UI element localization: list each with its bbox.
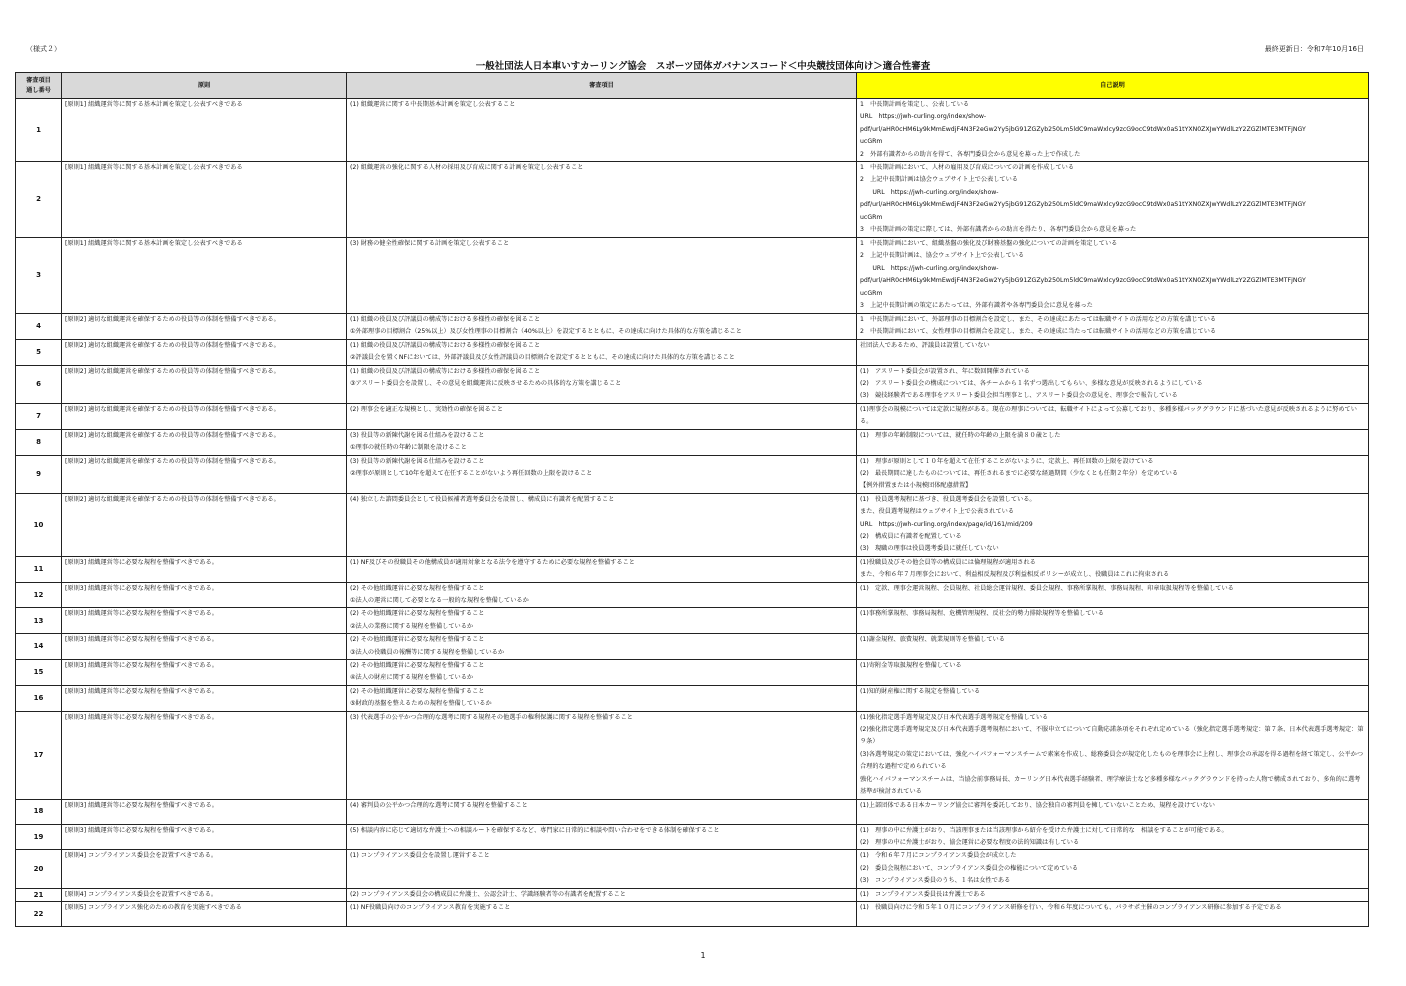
self-explanation-cell-line: 【例外措置または小規模団体配慮措置】 — [860, 482, 972, 490]
principle-cell — [62, 429, 347, 455]
self-explanation-cell-line: 1 中長期計画において、人材の雇用及び育成についての計画を作成している — [860, 164, 1075, 172]
item-cell-line: (4) 独立した諮問委員会として役員候補者選考委員会を設置し、構成員に有識者を配置すること — [350, 495, 615, 503]
item-cell — [347, 634, 857, 660]
row-number: 5 — [16, 339, 62, 365]
item-cell — [347, 403, 857, 429]
self-explanation-cell-line: URL https://jwh-curling.org/index/page/id/161/mid/209 — [860, 520, 1033, 528]
principle-cell-line: [原則2] 適切な組織運営を確保するための役員等の体制を整備すべきである。 — [65, 495, 280, 503]
principle-cell — [62, 660, 347, 686]
principle-cell — [62, 711, 347, 799]
item-cell-line: (1) NF役職員向けのコンプライアンス教育を実施すること — [350, 904, 511, 912]
self-explanation-cell — [857, 162, 1369, 238]
self-explanation-cell-line: (1) 役職員向けに令和５年１０月にコンプライアンス研修を行い、令和６年度についても、パラサポ主催のコンプライアンス研修に参加する予定である — [860, 904, 1282, 912]
self-explanation-cell-line: ucGRm — [860, 213, 883, 221]
item-cell-line: ③アスリート委員会を設置し、その意見を組織運営に反映させるための具体的な方策を講じること — [350, 380, 622, 388]
principle-cell — [62, 365, 347, 403]
table-row — [16, 902, 1369, 927]
principle-cell — [62, 455, 347, 493]
review-table — [15, 72, 1369, 927]
principle-cell — [62, 238, 347, 314]
item-cell-line: (1) 組織の役員及び評議員の構成等における多様性の確保を図ること — [350, 367, 541, 375]
self-explanation-cell-line: (2) 委員会規程において、コンプライアンス委員会の権能について定めている — [860, 864, 1079, 872]
table-row — [16, 99, 1369, 162]
item-cell — [347, 685, 857, 711]
principle-cell — [62, 99, 347, 162]
self-explanation-cell — [857, 493, 1369, 556]
item-cell-line: (1) 組織の役員及び評議員の構成等における多様性の確保を図ること — [350, 341, 541, 349]
principle-cell-line: [原則1] 組織運営等に関する基本計画を策定し公表すべきである — [65, 101, 243, 108]
table-row — [16, 888, 1369, 901]
item-cell-line: ③法人の役職員の報酬等に関する規程を整備しているか — [350, 648, 505, 656]
row-number: 13 — [16, 608, 62, 634]
self-explanation-cell-line: (1) 理事が原則として１０年を超えて在任することがないように、定款上、再任回数の上限を設けている — [860, 457, 1154, 465]
self-explanation-cell — [857, 824, 1369, 850]
self-explanation-cell-line: (1)理事会の規模については定款に規程がある。現在の理事については、転職サイトによって公募しており、多種多様バックグラウンドに基づいた意見が反映されるように努めている。 — [860, 405, 1357, 426]
table-row — [16, 238, 1369, 314]
row-number: 9 — [16, 455, 62, 493]
document-title: 一般社団法人日本車いすカーリング協会 スポーツ団体ガバナンスコード＜中央競技団体向け＞適合性審査 — [475, 61, 931, 72]
principle-cell-line: [原則3] 組織運営等に必要な規程を整備すべきである。 — [65, 826, 218, 834]
row-number: 19 — [16, 824, 62, 850]
self-explanation-cell — [857, 660, 1369, 686]
self-explanation-cell-line: (1) 理事の年齢制限については、就任時の年齢の上限を満８０歳とした — [860, 431, 1061, 439]
principle-cell — [62, 634, 347, 660]
self-explanation-cell — [857, 902, 1369, 927]
row-number: 16 — [16, 685, 62, 711]
column-header-self-explanation: 自己説明 — [857, 73, 1369, 99]
self-explanation-cell-line: 3 中長期計画の策定に際しては、外部有識者からの助言を得たり、各専門委員会から意見を募った — [860, 226, 1137, 234]
row-number: 4 — [16, 314, 62, 340]
principle-cell — [62, 824, 347, 850]
item-cell-line: (2) 組織運営の強化に関する人材の採用及び育成に関する計画を策定し公表すること — [350, 164, 584, 172]
principle-cell-line: [原則4] コンプライアンス委員会を設置すべきである。 — [65, 852, 218, 860]
item-cell-line: (3) 役員等の新陳代謝を図る仕組みを設けること — [350, 431, 485, 439]
principle-cell-line: [原則1] 組織運営等に関する基本計画を策定し公表すべきである — [65, 164, 243, 172]
self-explanation-cell-line: URL https://jwh-curling.org/index/show- — [860, 113, 987, 121]
table-row — [16, 493, 1369, 556]
last-updated-date: 最終更新日：令和7年10月16日 — [1264, 45, 1364, 53]
item-cell-line: (2) その他組織運営に必要な規程を整備すること — [350, 662, 485, 669]
item-cell — [347, 493, 857, 556]
item-cell — [347, 850, 857, 888]
item-cell-line: ②法人の業務に関する規程を整備しているか — [350, 622, 474, 630]
self-explanation-cell-line: 1 中長期計画において、外部理事の目標割合を設定し、また、その達成にあたっては転職サイトの活用などの方策を講じている — [860, 316, 1217, 324]
self-explanation-cell-line: (1)謝金規程、旅費規程、就業規則等を整備している — [860, 636, 1005, 644]
table-row — [16, 582, 1369, 608]
principle-cell — [62, 314, 347, 340]
self-explanation-cell — [857, 556, 1369, 582]
item-cell-line: ⑤財政的基盤を整えるための規程を整備しているか — [350, 700, 492, 708]
self-explanation-cell-line: (1)役職員及びその他会員等の構成員には倫理規程が適用される — [860, 558, 1036, 566]
principle-cell — [62, 799, 347, 824]
row-number: 3 — [16, 238, 62, 314]
row-number: 17 — [16, 711, 62, 799]
row-number: 22 — [16, 902, 62, 927]
item-cell — [347, 429, 857, 455]
principle-cell — [62, 339, 347, 365]
self-explanation-cell — [857, 888, 1369, 901]
principle-cell — [62, 850, 347, 888]
self-explanation-cell-line: (2) 最長期間に達したものについては、再任されるまでに必要な経過期間（少なくとも任期２年分）を定めている — [860, 469, 1179, 477]
item-cell-line: (2) その他組織運営に必要な規程を整備すること — [350, 687, 485, 695]
self-explanation-cell — [857, 365, 1369, 403]
self-explanation-cell — [857, 455, 1369, 493]
principle-cell-line: [原則3] 組織運営等に必要な規程を整備すべきである。 — [65, 610, 218, 618]
principle-cell-line: [原則3] 組織運営等に必要な規程を整備すべきである。 — [65, 584, 218, 592]
self-explanation-cell-line: URL https://jwh-curling.org/index/show- — [860, 264, 999, 272]
self-explanation-cell-line: また、令和６年７月理事会において、利益相反規程及び利益相反ポリシーが成立し、役職員はこれに拘束される — [860, 571, 1170, 579]
table-row — [16, 455, 1369, 493]
self-explanation-cell-line: ucGRm — [860, 289, 883, 297]
table-row — [16, 365, 1369, 403]
item-cell — [347, 711, 857, 799]
column-header-item: 審査項目 — [347, 73, 857, 99]
self-explanation-cell-line: (3) 競技経験者である理事をアスリート委員会担当理事とし、アスリート委員会の意見を、理事会で報告している — [860, 392, 1178, 400]
self-explanation-cell-line: (3) コンプライアンス委員のうち、１名は女性である — [860, 877, 1011, 885]
self-explanation-cell-line: (1) 定款、理事会運営規程、会員規程、社員総会運営規程、委員会規程、事務所掌規程、事務局規程、印章取扱規程等を整備している — [860, 584, 1234, 592]
self-explanation-cell-line: (1)事務所掌規程、事務局規程、危機管理規程、反社会的勢力排除規程等を整備している — [860, 610, 1104, 618]
item-cell — [347, 902, 857, 927]
item-cell — [347, 888, 857, 901]
table-row — [16, 339, 1369, 365]
principle-cell-line: [原則2] 適切な組織運営を確保するための役員等の体制を整備すべきである。 — [65, 431, 280, 439]
principle-cell — [62, 888, 347, 901]
principle-cell-line: [原則1] 組織運営等に関する基本計画を策定し公表すべきである — [65, 240, 243, 248]
item-cell — [347, 99, 857, 162]
self-explanation-cell-line: 2 中長期計画において、女性理事の目標割合を設定し、また、その達成に当たっては転職サイトの活用などの方策を講じている — [860, 328, 1217, 336]
self-explanation-cell — [857, 582, 1369, 608]
self-explanation-cell — [857, 403, 1369, 429]
self-explanation-cell-line: (1) 令和６年７月にコンプライアンス委員会が成立した — [860, 852, 1017, 860]
table-row — [16, 711, 1369, 799]
table-row — [16, 660, 1369, 686]
principle-cell-line: [原則4] コンプライアンス委員会を設置すべきである。 — [65, 890, 218, 898]
item-cell — [347, 339, 857, 365]
item-cell — [347, 556, 857, 582]
table-header-row — [16, 73, 1369, 99]
self-explanation-cell-line: また、役員選考規程はウェブサイト上で公表されている — [860, 508, 1015, 516]
self-explanation-cell-line: (1)強化指定選手選考規定及び日本代表選手選考規定を整備している — [860, 713, 1049, 721]
principle-cell-line: [原則2] 適切な組織運営を確保するための役員等の体制を整備すべきである。 — [65, 405, 280, 413]
principle-cell-line: [原則5] コンプライアンス強化のための教育を実施すべきである — [65, 904, 242, 912]
self-explanation-cell-line: 1 中長期計画において、組織基盤の強化及び財務基盤の強化についての計画を策定している — [860, 240, 1118, 248]
self-explanation-cell — [857, 850, 1369, 888]
item-cell-line: ①理事の就任時の年齢に制限を設けること — [350, 444, 467, 452]
self-explanation-cell-line: (1) アスリート委員会が設置され、年に数回開催されている — [860, 367, 1030, 375]
self-explanation-cell — [857, 99, 1369, 162]
column-header-principle: 原則 — [62, 73, 347, 99]
self-explanation-cell-line: (3)各選考規定の策定においては、強化ハイパフォーマンスチームで素案を作成し、総務委員会が規定化したものを理事会に上程し、理事会の承認を得る過程を経て策定し、公平かつ合理的な過程で定められている — [860, 750, 1364, 771]
self-explanation-cell-line: (1) 役員選考規程に基づき、役員選考委員会を設置している。 — [860, 495, 1036, 503]
item-cell-line: (4) 審判員の公平かつ合理的な選考に関する規程を整備すること — [350, 801, 528, 809]
item-cell-line: ①法人の運営に関して必要となる一般的な規程を整備しているか — [350, 596, 529, 604]
row-number: 15 — [16, 660, 62, 686]
principle-cell-line: [原則2] 適切な組織運営を確保するための役員等の体制を整備すべきである。 — [65, 341, 280, 349]
self-explanation-cell-line: URL https://jwh-curling.org/index/show- — [860, 188, 999, 196]
self-explanation-cell-line: (2) 理事の中に弁護士がおり、協会運営に必要な程度の法的知識は有している — [860, 839, 1080, 847]
principle-cell — [62, 902, 347, 927]
item-cell — [347, 162, 857, 238]
principle-cell — [62, 556, 347, 582]
self-explanation-cell — [857, 634, 1369, 660]
principle-cell — [62, 685, 347, 711]
principle-cell — [62, 608, 347, 634]
principle-cell — [62, 582, 347, 608]
item-cell — [347, 314, 857, 340]
self-explanation-cell-line: 2 上記中長期計画は協会ウェブサイト上で公表している — [860, 176, 1018, 184]
item-cell-line: (2) その他組織運営に必要な規程を整備すること — [350, 636, 485, 644]
self-explanation-cell — [857, 314, 1369, 340]
self-explanation-cell-line: (2) 構成員に有識者を配置している — [860, 532, 962, 540]
item-cell-line: (1) コンプライアンス委員会を設置し運営すること — [350, 852, 490, 860]
column-header-number: 審査項目 通し番号 — [16, 73, 62, 99]
table-row — [16, 608, 1369, 634]
row-number: 2 — [16, 162, 62, 238]
row-number: 18 — [16, 799, 62, 824]
item-cell — [347, 365, 857, 403]
row-number: 20 — [16, 850, 62, 888]
item-cell-line: (2) その他組織運営に必要な規程を整備すること — [350, 610, 485, 618]
item-cell-line: (5) 相談内容に応じて適切な弁護士への相談ルートを確保するなど、専門家に日常的に相談や問い合わせをできる体制を確保すること — [350, 826, 720, 834]
row-number: 10 — [16, 493, 62, 556]
item-cell — [347, 824, 857, 850]
self-explanation-cell — [857, 429, 1369, 455]
self-explanation-cell-line: 強化ハイパフォーマンスチームは、当協会前事務局長、カーリング日本代表選手経験者、理学療法士など多種多様なバックグラウンドを持った人物で構成されており、多角的に選考基準が検討されている — [860, 775, 1361, 796]
principle-cell — [62, 162, 347, 238]
self-explanation-cell-line: 社団法人であるため、評議員は設置していない — [860, 341, 990, 349]
table-row — [16, 314, 1369, 340]
item-cell-line: ④法人の財産に関する規程を整備しているか — [350, 674, 474, 682]
principle-cell-line: [原則3] 組織運営等に必要な規程を整備すべきである。 — [65, 801, 218, 809]
self-explanation-cell-line: 3 上記中長期計画の策定にあたっては、外部有識者や各専門委員会に意見を募った — [860, 302, 1093, 310]
table-row — [16, 403, 1369, 429]
self-explanation-cell-line: ucGRm — [860, 138, 883, 146]
item-cell — [347, 455, 857, 493]
item-cell-line: (3) 役員等の新陳代謝を図る仕組みを設けること — [350, 457, 485, 465]
item-cell — [347, 799, 857, 824]
self-explanation-cell-line: (1) 理事の中に弁護士がおり、当該理事または当該理事から紹介を受けた弁護士に対して日常的な 相談をすることが可能である。 — [860, 826, 1228, 834]
self-explanation-cell — [857, 238, 1369, 314]
item-cell-line: (3) 代表選手の公平かつ合理的な選考に関する規程その他選手の権利保護に関する規程を整備すること — [350, 713, 633, 721]
item-cell-line: (2) その他組織運営に必要な規程を整備すること — [350, 584, 485, 592]
principle-cell-line: [原則3] 組織運営等に必要な規程を整備すべきである。 — [65, 713, 218, 721]
item-cell-line: ②理事が原則として10年を超えて在任することがないよう再任回数の上限を設けること — [350, 469, 593, 477]
principle-cell-line: [原則3] 組織運営等に必要な規程を整備すべきである。 — [65, 558, 218, 566]
self-explanation-cell-line: 2 上記中長期計画は、協会ウェブサイト上で公表している — [860, 252, 1025, 260]
row-number: 11 — [16, 556, 62, 582]
row-number: 21 — [16, 888, 62, 901]
item-cell — [347, 238, 857, 314]
self-explanation-cell — [857, 339, 1369, 365]
self-explanation-cell-line: pdf/url/aHR0cHM6Ly9kMmEwdjF4N3F2eGw2Yy5jbG91ZGZyb250Lm5ldC9maWxlcy9zcG9ocC9tdWx0aS1tYXN0ZXJwYWdlLzY2ZGZlMTE3MTFjNGY — [860, 125, 1306, 133]
self-explanation-cell-line: (1)上部団体である日本カーリング協会に審判を委託しており、協会独自の審判員を擁していないことため、規程を設けていない — [860, 801, 1215, 809]
item-cell-line: (3) 財務の健全性確保に関する計画を策定し公表すること — [350, 240, 510, 248]
principle-cell-line: [原則3] 組織運営等に必要な規程を整備すべきである。 — [65, 636, 218, 644]
row-number: 7 — [16, 403, 62, 429]
self-explanation-cell — [857, 711, 1369, 799]
item-cell — [347, 582, 857, 608]
table-row — [16, 162, 1369, 238]
table-row — [16, 799, 1369, 824]
row-number: 14 — [16, 634, 62, 660]
principle-cell — [62, 403, 347, 429]
row-number: 12 — [16, 582, 62, 608]
self-explanation-cell-line: 2 外部有識者からの助言を得て、各専門委員会から意見を募った上で作成した — [860, 150, 1081, 158]
self-explanation-cell-line: (2) アスリート委員会の構成については、各チームから１名ずつ選出してもらい、多様な意見が反映されるようにしている — [860, 380, 1203, 388]
principle-cell — [62, 493, 347, 556]
item-cell-line: (2) 理事会を適正な規模とし、実効性の確保を図ること — [350, 405, 504, 413]
self-explanation-cell — [857, 608, 1369, 634]
self-explanation-cell-line: pdf/url/aHR0cHM6Ly9kMmEwdjF4N3F2eGw2Yy5jbG91ZGZyb250Lm5ldC9maWxlcy9zcG9ocC9tdWx0aS1tYXN0ZXJwYWdlLzY2ZGZlMTE3MTFjNGY — [860, 277, 1306, 285]
self-explanation-cell-line: pdf/url/aHR0cHM6Ly9kMmEwdjF4N3F2eGw2Yy5jbG91ZGZyb250Lm5ldC9maWxlcy9zcG9ocC9tdWx0aS1tYXN0ZXJwYWdlLzY2ZGZlMTE3MTFjNGY — [860, 201, 1306, 209]
page-number: 1 — [700, 951, 706, 960]
self-explanation-cell — [857, 799, 1369, 824]
row-number: 6 — [16, 365, 62, 403]
principle-cell-line: [原則2] 適切な組織運営を確保するための役員等の体制を整備すべきである。 — [65, 316, 280, 324]
item-cell-line: ①外部理事の目標割合（25%以上）及び女性理事の目標割合（40%以上）を設定するとともに、その達成に向けた具体的な方策を講じること — [350, 328, 742, 336]
row-number: 8 — [16, 429, 62, 455]
principle-cell-line: [原則3] 組織運営等に必要な規程を整備すべきである。 — [65, 687, 218, 695]
self-explanation-cell-line: 1 中長期計画を策定し、公表している — [860, 101, 970, 108]
self-explanation-cell-line: (2)強化指定選手選考規定及び日本代表選手選考規程において、不服申立てについて自動応諾条項をそれぞれ定めている（強化指定選手選考規定：第７条、日本代表選手選考規定：第９条） — [860, 726, 1364, 746]
item-cell-line: (1) 組織の役員及び評議員の構成等における多様性の確保を図ること — [350, 316, 541, 324]
self-explanation-cell-line: (1)知的財産権に関する規定を整備している — [860, 687, 981, 695]
table-row — [16, 824, 1369, 850]
table-row — [16, 556, 1369, 582]
table-row — [16, 850, 1369, 888]
item-cell — [347, 660, 857, 686]
principle-cell-line: [原則2] 適切な組織運営を確保するための役員等の体制を整備すべきである。 — [65, 367, 280, 375]
form-number: （様式２） — [26, 45, 61, 53]
table-row — [16, 685, 1369, 711]
item-cell-line: (1) 組織運営に関する中長期基本計画を策定し公表すること — [350, 101, 516, 108]
principle-cell-line: [原則3] 組織運営等に必要な規程を整備すべきである。 — [65, 662, 218, 669]
item-cell — [347, 608, 857, 634]
principle-cell-line: [原則2] 適切な組織運営を確保するための役員等の体制を整備すべきである。 — [65, 457, 280, 465]
item-cell-line: ②評議員会を置くNFにおいては、外部評議員及び女性評議員の目標割合を設定するとともに、その達成に向けた具体的な方策を講じること — [350, 354, 735, 362]
table-row — [16, 634, 1369, 660]
self-explanation-cell-line: (3) 現職の理事は役員選考委員に就任していない — [860, 545, 999, 553]
table-row — [16, 429, 1369, 455]
row-number: 1 — [16, 99, 62, 162]
item-cell-line: (1) NF及びその役職員その他構成員が適用対象となる法令を遵守するために必要な規程を整備すること — [350, 558, 635, 566]
self-explanation-cell-line: (1)寄附金等取扱規程を整備している — [860, 662, 962, 669]
self-explanation-cell-line: (1) コンプライアンス委員長は弁護士である — [860, 890, 986, 898]
item-cell-line: (2) コンプライアンス委員会の構成員に弁護士、公認会計士、学識経験者等の有識者を配置すること — [350, 890, 626, 898]
self-explanation-cell — [857, 685, 1369, 711]
